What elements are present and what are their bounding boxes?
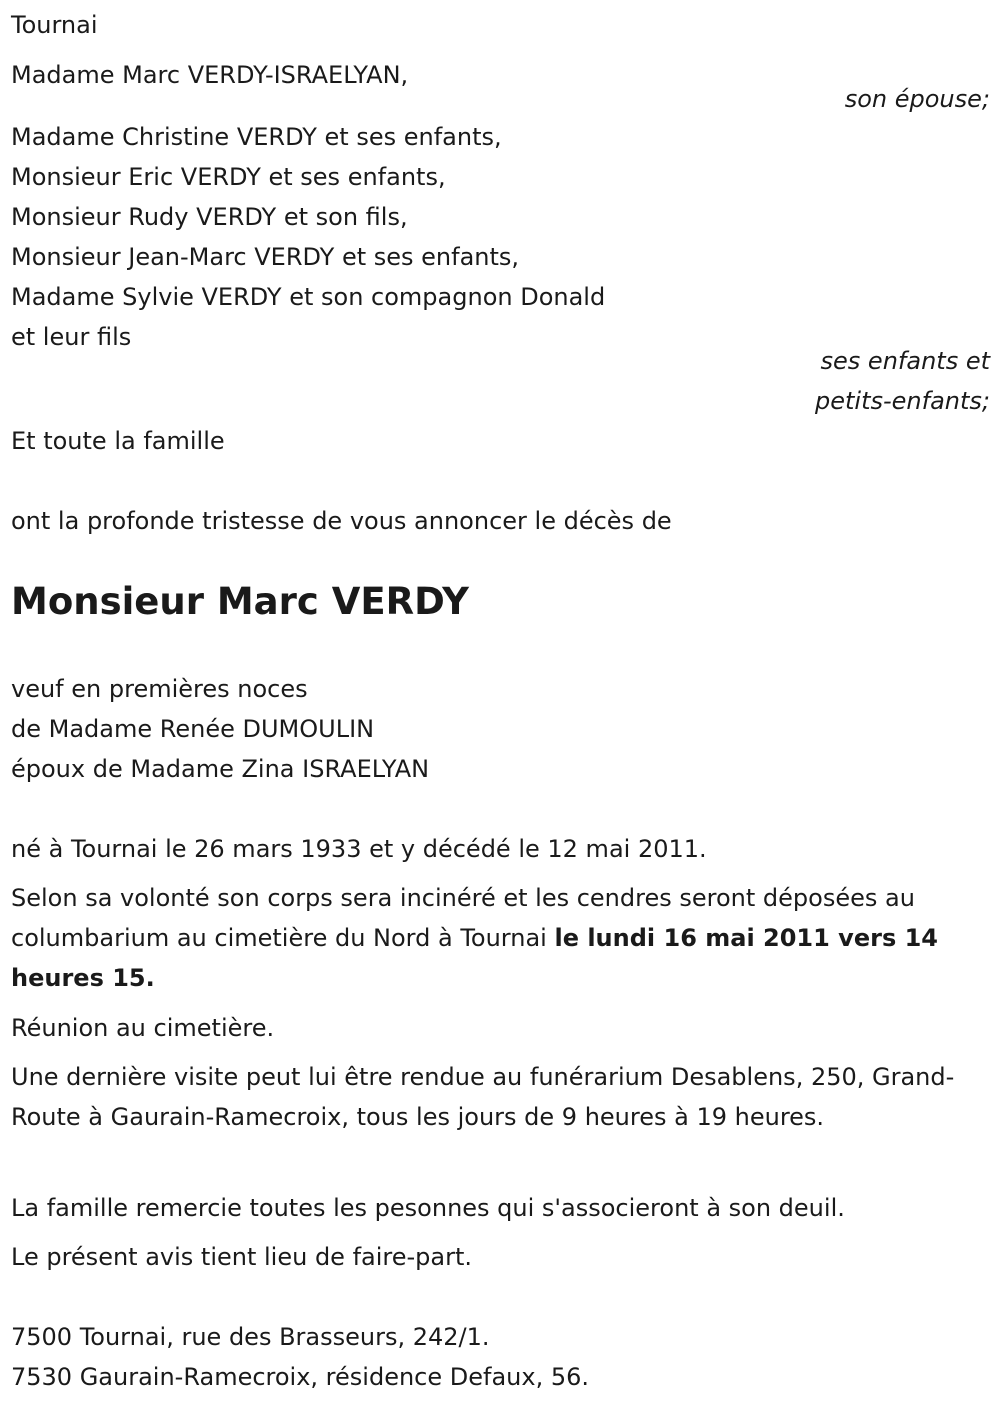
- address-line: 7500 Tournai, rue des Brasseurs, 242/1.: [11, 1323, 490, 1351]
- cremation-paragraph: [11, 878, 986, 998]
- child-line: Madame Sylvie VERDY et son compagnon Donald: [11, 283, 606, 311]
- spouse-name: Madame Marc VERDY-ISRAELYAN,: [11, 61, 409, 89]
- child-line: Monsieur Jean-Marc VERDY et ses enfants,: [11, 243, 520, 271]
- cremation-date: le lundi 16 mai 2011 vers 14 heures 15.: [11, 924, 938, 992]
- spouse-role: son épouse;: [844, 85, 990, 113]
- child-line: et leur fils: [11, 323, 132, 351]
- marital-line: de Madame Renée DUMOULIN: [11, 715, 375, 743]
- birth-death: né à Tournai le 26 mars 1933 et y décédé le 12 mai 2011.: [11, 835, 707, 863]
- thanks-line: La famille remercie toutes les pesonnes qui s'associeront à son deuil.: [11, 1194, 845, 1222]
- marital-line: époux de Madame Zina ISRAELYAN: [11, 755, 430, 783]
- address-line: 7530 Gaurain-Ramecroix, résidence Defaux, 56.: [11, 1363, 590, 1391]
- children-role: ses enfants et: [820, 347, 990, 375]
- meeting-line: Réunion au cimetière.: [11, 1014, 275, 1042]
- visit-paragraph: Une dernière visite peut lui être rendue au funérarium Desablens, 250, Grand-Route à Gaurain-Ramecroix, tous les jours de 9 heures à 19 heures.: [11, 1063, 955, 1131]
- child-line: Monsieur Rudy VERDY et son fils,: [11, 203, 408, 231]
- cremation-text: Selon sa volonté son corps sera incinéré et les cendres seront déposées au columbarium au cimetière du Nord à Tournai: [11, 884, 915, 952]
- marital-line: veuf en premières noces: [11, 675, 308, 703]
- children-role: petits-enfants;: [815, 387, 990, 415]
- notice-line: Le présent avis tient lieu de faire-part.: [11, 1243, 473, 1271]
- city: Tournai: [11, 11, 98, 39]
- child-line: Madame Christine VERDY et ses enfants,: [11, 123, 502, 151]
- child-line: Monsieur Eric VERDY et ses enfants,: [11, 163, 446, 191]
- deceased-name: Monsieur Marc VERDY: [11, 580, 469, 623]
- family-line: Et toute la famille: [11, 427, 225, 455]
- announcement: ont la profonde tristesse de vous annoncer le décès de: [11, 507, 672, 535]
